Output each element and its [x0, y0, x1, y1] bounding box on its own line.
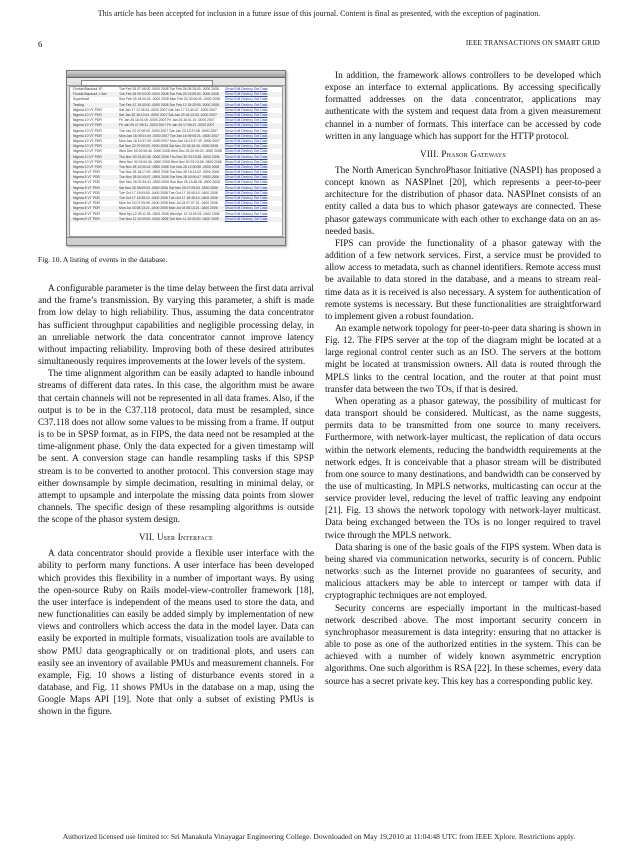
- section-heading: [38, 532, 314, 542]
- event-action-links[interactable]: Show Edit Destroy Get Data: [225, 107, 268, 112]
- event-time-range: Tue Oct 17 19:09:53 -0400 2006 Tue Oct 17 19:09:13 -0400 2006: [119, 190, 218, 195]
- event-action-links[interactable]: Show Edit Destroy Get Data: [225, 144, 268, 149]
- event-name: Florida Blackout 1 Sec: [73, 92, 107, 97]
- paragraph: FIPS can provide the functionality of a phasor gateway with the addition of a few network services. First, a service must be provided to allow access to metadata, such as channel identifiers. Remote access must be available to data stored in the database, and a means to stream real-time data as it is received is also necessary. A system for authentication of remote systems is necessary. But these functionalities are straightforward to implement given a robust foundation.: [325, 238, 601, 322]
- event-time-range: Fri Jan 26 17:05:11 -0000 2007 Fri Jan 26 17:05:21 -0000 2007: [119, 123, 215, 128]
- event-time-range: Mon Jan 16 13:37:09 -0000 2007 Mon Jan 16 13:37:49 -0000 2007: [119, 138, 220, 143]
- event-name: Nigeria 8 VT PDR: [73, 211, 100, 216]
- event-name: Nigeria 10 VT PDR: [73, 113, 102, 118]
- event-time-range: Sat Nov 25 08:09:03 -0500 2006 Sat Nov 25 07:09:03 -0500 2006: [119, 185, 218, 190]
- event-name: Nigeria 8 VT PDR: [73, 216, 100, 221]
- event-action-links[interactable]: Show Edit Destroy Get Data: [225, 113, 268, 118]
- paragraph: An example network topology for peer-to-peer data sharing is shown in Fig. 12. The FIPS server at the top of the diagram might be located at a large regional control center such as an ISO. The servers at the bottom might be located at transmission owners. All data is routed through the MPLS links to the central location, and the router at that point must transfer data between the two TOs, if that is desired.: [325, 323, 601, 395]
- event-name: Florida Blackout 1F: [73, 87, 103, 92]
- event-action-links[interactable]: Show Edit Destroy Get Data: [225, 97, 268, 102]
- event-action-links[interactable]: Show Edit Destroy Get Data: [225, 133, 268, 138]
- event-action-links[interactable]: Show Edit Destroy Get Data: [225, 92, 268, 97]
- event-action-links[interactable]: Show Edit Destroy Get Data: [225, 87, 268, 92]
- paragraph: When operating as a phasor gateway, the possibility of multicast for data transport should be considered. Multicast, as the name suggests, permits data to be transmitted from one source to many receivers. Furthermore, with network-layer multicast, the replication of data occurs within the network elements, reducing the bandwidth requirements at the network edges. It is conceivable that a phasor stream will be distributed from one source to many destinations, and bandwidth can be conserved by the use of multicasting. In MPLS networks, multicasting can occur at the service provider level, reducing the level of traffic leaving any endpoint [21]. Fig. 13 shows the network topology with network-layer multicast. Data being exchanged between the TOs is no longer required to travel twice through the MPLS network.: [325, 396, 601, 541]
- event-action-links[interactable]: Show Edit Destroy Get Data: [225, 118, 268, 123]
- section-title: User Interface: [156, 532, 214, 543]
- figure-screenshot: [66, 70, 286, 246]
- event-time-range: Tue Feb 26 09:03:00 -0000 2008 Tue Feb 26 23:59:00 -0000 2008: [119, 92, 219, 97]
- event-name: Nigeria 10 VT PDR: [73, 118, 102, 123]
- event-action-links[interactable]: Show Edit Destroy Get Data: [225, 175, 268, 180]
- event-action-links[interactable]: Show Edit Destroy Get Data: [225, 180, 268, 185]
- event-action-links[interactable]: Show Edit Destroy Get Data: [225, 164, 268, 169]
- event-time-range: Tue Jan 23 07:00:00 -0000 2007 Tue Jan 23 13:37:08 -0000 2007: [119, 128, 219, 133]
- paragraph: A data concentrator should provide a flexible user interface with the ability to perform many functions. A user interface has been developed which provides this flexibility in a number of important ways. By using the open-source Ruby on Rails model-view-controller framework [18], the user interface is independent of the means used to store the data, and new functionalities can easily be added simply by implementation of new views and controllers which access the data in the model layer. Data can easily be exported in multiple formats, visualization tools are available to show PMU data geographically or on traditional plots, and users can easily see an inventory of available PMUs and measurement channels. For example, Fig. 10 shows a listing of disturbance events stored in a database, and Fig. 11 shows PMUs in the database on a map, using the Google Maps API [19]. Note that only a subset of existing PMUs is shown in the figure.: [38, 549, 314, 718]
- event-action-links[interactable]: Show Edit Destroy Get Data: [225, 102, 268, 107]
- event-name: Testing: [73, 102, 84, 107]
- event-time-range: Sat Nov 22 07:00:00 -0000 2008 Sat Nov 22 06:16:34 -0000 2008: [119, 144, 218, 149]
- event-action-links[interactable]: Show Edit Destroy Get Data: [225, 196, 268, 201]
- event-time-range: Thu Nov 30 03:54:36 -0000 2006 Thu Nov 30 03:13:35 -0000 2006: [119, 154, 220, 159]
- paragraph: A configurable parameter is the time delay between the first data arrival and the frame’s transmission. By varying this parameter, a shift is made from low delay to high reliability. Thus, assuming the data concentrator has sufficient throughput capabilities and negligible processing delay, in an unreliable network the data concentrator cannot improve latency without impacting reliability. Improving both of these desired attributes simultaneously requires improvements at the lower levels of the system.: [38, 284, 314, 368]
- figure-browser-toolbar: [67, 78, 285, 86]
- event-name: Nigeria 10 VT PDR: [73, 154, 102, 159]
- event-name: Nigeria 10 VT PDR: [73, 159, 102, 164]
- event-name: Nigeria 8 VT PDR: [73, 180, 100, 185]
- event-name: Nigeria 8 VT PDR: [73, 170, 100, 175]
- event-action-links[interactable]: Show Edit Destroy Get Data: [225, 201, 268, 206]
- paragraph: The time alignment algorithm can be easily adapted to handle inbound streams of different data rates. In this case, the algorithm must be aware that certain channels will not be represented in all data frames. Also, if the output is to be in the C37.118 protocol, data must be resampled, since C37.118 does not allow some values to be missing from a frame. If output is to be in SPSP format, as in FIPS, the data need not be resampled at the time-alignment phase. Only the data expected for a given timestamp will be sent. A conversion stage can handle resampling tasks if this SPSP stream is to be converted to another protocol. This conversion stage may either downsample by simple decimation, resulting in minimal delay, or attempt to upsample and interpolate the missing data points from slower channels. The specific design of these resampling algorithms is outside the scope of the phasor system design.: [38, 369, 314, 526]
- section-title: Phasor Gateways: [441, 148, 506, 159]
- event-name: Nigeria 10 VT PDR: [73, 128, 102, 133]
- event-name: Nigeria 8 VT PDR: [73, 190, 100, 195]
- paragraph: Data sharing is one of the basic goals of the FIPS system. When data is being shared via communication networks, security is of concern. Public networks such as the Internet provide no guarantees of security, and malicious attackers may be able to intercept or tamper with data if cryptographic techniques are not employed.: [325, 542, 601, 602]
- event-action-links[interactable]: Show Edit Destroy Get Data: [225, 149, 268, 154]
- event-time-range: Wed Dec 03 00:06:36 -0000 2008 Wed Dec 03 00:05:03 -0000 2008: [119, 149, 222, 154]
- event-name: Nigeria 8 VT PDR: [73, 175, 100, 180]
- paragraph: Security concerns are especially important in the multicast-based network described above. The most important security concern in synchrophasor measurement is data integrity: ensuring that no attacker is able to pose as one of the authorized entities in the system. This can be achieved with a number of widely known asymmetric encryption algorithms. One such algorithm is RSA [22]. In these schemes, every data source has a secret private key. This key has a corresponding public key.: [325, 603, 601, 687]
- figure-address-bar: [81, 80, 213, 86]
- page-number: 6: [38, 39, 43, 49]
- event-time-range: Tue Nov 28 18:17:00 -0500 2006 Tue Nov 28 18:14:02 -0500 2006: [119, 170, 220, 175]
- event-action-links[interactable]: Show Edit Destroy Get Data: [225, 128, 268, 133]
- event-name: Nigeria 10 VT PDR: [73, 133, 102, 138]
- event-action-links[interactable]: Show Edit Destroy Get Data: [225, 170, 268, 175]
- event-name: Superbowl: [73, 97, 90, 102]
- figure-window-titlebar: [67, 71, 285, 78]
- event-time-range: Tue Feb 26 07:46:00 -0000 2008 Tue Feb 26 08:28:00 -0000 2008: [119, 87, 219, 92]
- event-time-range: Sat Jan 20 16:13:41 -0000 2007 Sat Jan 20 16:13:43 -0000 2007: [119, 113, 217, 118]
- event-time-range: Mon Jan 16 09:01:00 -0000 2007 Tue Jan 16 09:00:21 -0000 2007: [119, 133, 219, 138]
- event-name: Nigeria 8 VT PDR: [73, 185, 100, 190]
- event-time-range: Sun Feb 03 18:00:00 -0000 2008 Mon Feb 04 00:00:00 -0000 2008: [119, 97, 221, 102]
- event-name: Nigeria 8 VT PDR: [73, 206, 100, 211]
- event-name: Nigeria 10 VT PDR: [73, 107, 102, 112]
- running-head: IEEE TRANSACTIONS ON SMART GRID: [465, 39, 600, 47]
- table-row: [70, 217, 282, 222]
- event-name: Nigeria 8 VT PDR: [73, 196, 100, 201]
- event-time-range: Mon Jul 03 08:13:21 -0400 2006 Mon Jul 03 08:13:21 -0400 2006: [119, 206, 218, 211]
- event-action-links[interactable]: Show Edit Destroy Get Data: [225, 190, 268, 195]
- event-time-range: Tue Nov 28 00:00:47 -0500 2006 Tue Nov 28 00:00:47 -0500 2006: [119, 175, 220, 180]
- event-time-range: Sat Jan 17 12:36:51 -0000 2007 Sat Jan 17 12:30:47 -0000 2007: [119, 107, 217, 112]
- license-footer: Authorized licensed use limited to: Sri Manakula Vinayagar Engineering College. Downloaded on May 19,2010 at 11:04:48 UTC from IEEE Xplore. Restrictions apply.: [62, 832, 576, 841]
- event-time-range: Tue Nov 11 20:00:00 -0400 2005 Tue Nov 11 20:00:00 -0400 2005: [119, 216, 219, 221]
- event-time-range: Wed Apr 12 09:11:35 -0400 2006 Wed Apr 12 10:00:03 -0400 2006: [119, 211, 220, 216]
- figure-caption: Fig. 10. A listing of events in the database.: [38, 255, 168, 264]
- event-action-links[interactable]: Show Edit Destroy Get Data: [225, 123, 268, 128]
- event-time-range: Tue Oct 17 16:35:12 -0400 2006 Tue Oct 17 16:35:13 -0400 2006: [119, 196, 218, 201]
- event-action-links[interactable]: Show Edit Destroy Get Data: [225, 211, 268, 216]
- event-name: Nigeria 10 VT PDR: [73, 149, 102, 154]
- right-column: [325, 70, 601, 688]
- event-time-range: Wed Nov 30 03:54:36 -0500 2006 Wed Nov 30 03:13:08 -0500 2006: [119, 159, 222, 164]
- event-name: Nigeria 10 VT PDR: [73, 144, 102, 149]
- event-time-range: Mon Jul 24 07:09:05 -0400 2006 Mon Jul 24 07:07:31 -0400 2006: [119, 201, 218, 206]
- event-time-range: Sun Nov 26 02:54:44 -0500 2006 Sun Nov 26 13:48:28 -0500 2006: [119, 180, 220, 185]
- paragraph: In addition, the framework allows controllers to be developed which expose an interface to external applications. By accessing specifically formatted addresses on the data concentrator, applications may authenticate with the system and request data from a given measurement channel in a number of formats. This interface can be accessed by code written in any language which has support for the HTTP protocol.: [325, 71, 601, 142]
- event-action-links[interactable]: Show Edit Destroy Get Data: [225, 138, 268, 143]
- event-time-range: Tue Feb 12 15:33:00 -0000 2008 Tue Feb 12 15:20:00 -0000 2008: [119, 102, 219, 107]
- event-name: Nigeria 10 VT PDR: [73, 138, 102, 143]
- event-action-links[interactable]: Show Edit Destroy Get Data: [225, 206, 268, 211]
- figure-event-table: [69, 86, 283, 237]
- event-action-links[interactable]: Show Edit Destroy Get Data: [225, 154, 268, 159]
- figure-status-bar: [67, 237, 285, 245]
- event-action-links[interactable]: Show Edit Destroy Get Data: [225, 216, 268, 221]
- event-action-links[interactable]: Show Edit Destroy Get Data: [225, 159, 268, 164]
- paragraph: The North American SynchroPhasor Initiative (NASPI) has proposed a concept known as NASPInet [20], which represents a peer-to-peer architecture for the distribution of phasor data. NASPInet consists of an entity called a data bus to which phasor gateways are connected. These phasor gateways communicate with each other to exchange data on an as-needed basis.: [325, 165, 601, 237]
- event-name: Nigeria 10 VT PDR: [73, 164, 102, 169]
- event-name: Nigeria 8 VT PDR: [73, 201, 100, 206]
- section-heading: [325, 149, 601, 159]
- section-number: VII.: [138, 532, 155, 543]
- event-time-range: Tue Nov 28 12:00:44 -0500 2006 Tue Nov 28 12:00:58 -0500 2006: [119, 164, 220, 169]
- section-number: VIII.: [420, 148, 439, 159]
- event-name: Nigeria 10 VT PDR: [73, 123, 102, 128]
- event-action-links[interactable]: Show Edit Destroy Get Data: [225, 185, 268, 190]
- left-column: [38, 70, 314, 718]
- event-time-range: Fri Jan 26 16:01:00 -0000 2007 Fri Jan 26 16:01:21 -0000 2007: [119, 118, 215, 123]
- acceptance-notice: This article has been accepted for inclusion in a future issue of this journal. Content is final as presented, with the exception of pagination.: [97, 9, 541, 18]
